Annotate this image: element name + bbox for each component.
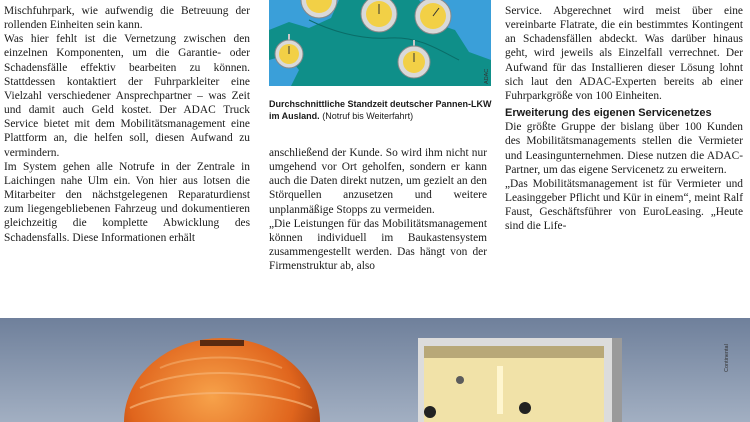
col1-paragraph-3: Im System gehen alle Notrufe in der Zentrale in Laichingen nahe Ulm ein. Von hier aus lotsen die Mitarbeiter den nächstgelegenen Reparaturdienst zum liegengebliebenen Fahrzeug und dokumentieren gleichzeitig die komplette Abwicklung des Schadensfalls. Diese Informationen erhält (4, 160, 250, 244)
caption-paren: (Notruf bis Weiterfahrt) (322, 111, 414, 121)
article-column-2 (269, 146, 487, 273)
photo-graphic (0, 318, 750, 422)
europe-map-graphic (269, 0, 491, 86)
col2-paragraph-1: anschließend der Kunde. So wird ihm nicht nur umgehend vor Ort geholfen, sondern er kann auch die Daten direkt nutzen, um gezielt an den Störquellen anzusetzen und weitere unplanmäßige Stopps zu vermeiden. (269, 147, 487, 216)
col1-paragraph-2: Was hier fehlt ist die Vernetzung zwischen den einzelnen Komponenten, um die Garantie- oder Schadensfälle effektiv bearbeiten zu können. Stattdessen kontaktiert der Fuhrparkleiter eine Vielzahl verschiedener Ansprechpartner – was Zeit und damit auch Geld kostet. Der ADAC Truck Service bietet mit dem Mobilitätsmanagement eine Plattform an, die helfen soll, diesen Aufwand zu vermindern. (4, 33, 250, 159)
col3-paragraph-2: Die größte Gruppe der bislang über 100 Kunden des Mobilitätsmanagements stellen die Vermieter und Leasingunternehmen. Diese nutzen die ADAC-Partner, um das eigene Servicenetz zu erweitern. (505, 121, 743, 176)
col3-paragraph-1: Service. Abgerechnet wird meist über eine vereinbarte Flatrate, die ein bestimmtes Kontingent an Schadensfällen abdeckt. Was darüber hinaus geht, wird jeweils als Einzelfall verrechnet. Der Aufwand für das Installieren dieser Lösung lohnt sich laut den ADAC-Experten bereits ab einer Fuhrparkgröße von 100 Einheiten. (505, 5, 743, 102)
article-column-3 (505, 4, 743, 234)
caption-bold: Durchschnittliche Standzeit deutscher Pannen-LKW im Ausland. (269, 99, 492, 121)
stopwatch-icon-3 (361, 0, 397, 32)
service-van (418, 338, 622, 422)
col2-paragraph-2: „Die Leistungen für das Mobilitätsmanagement können individuell im Baukastensystem zusammengestellt werden. Das hängt von der Firmenstruktur ab, also (269, 217, 487, 273)
photo-credit: Continental (724, 344, 730, 372)
figure-credit: ADAC (484, 68, 490, 84)
col1-paragraph-1: Mischfuhrpark, wie aufwendig die Betreuung der rollenden Einheiten sein kann. (4, 5, 250, 32)
stopwatch-icon-4 (415, 0, 451, 34)
figure-caption (269, 98, 494, 122)
truck-service-photo (0, 318, 750, 422)
col3-subheading: Erweiterung des eigenen Servicenetzes (505, 107, 712, 120)
standzeit-map-figure (269, 0, 491, 86)
col3-paragraph-3: „Das Mobilitätsmanagement ist für Vermieter und Leasinggeber Pflicht und Kür in einem“, meint Ralf Faust, Geschäftsführer von EuroLeasing. „Heute sind die Life- (505, 177, 743, 233)
article-column-1 (4, 4, 250, 245)
